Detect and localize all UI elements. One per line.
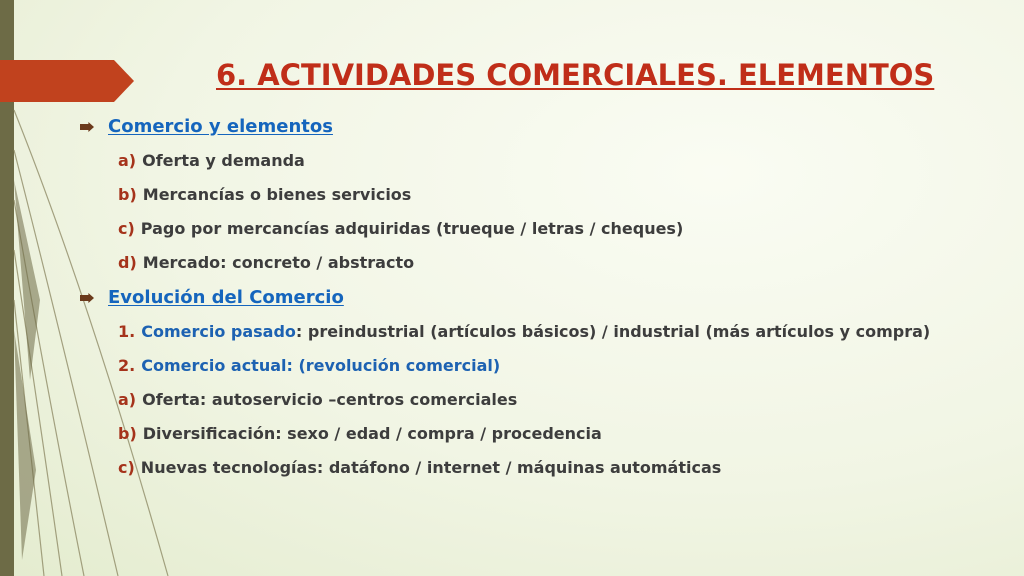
list-text: Nuevas tecnologías: datáfono / internet / máquinas automáticas	[140, 458, 722, 477]
list-text: Mercado: concreto / abstracto	[142, 253, 415, 272]
list-marker: 1.	[118, 322, 136, 341]
list-text: Pago por mercancías adquiridas (trueque / letras / cheques)	[140, 219, 684, 238]
section-heading: Comercio y elementos	[108, 116, 333, 137]
list-item	[118, 390, 517, 409]
slide-title: 6. ACTIVIDADES COMERCIALES. ELEMENTOS	[216, 58, 935, 92]
list-marker: a)	[118, 151, 137, 170]
list-marker: a)	[118, 390, 137, 409]
list-item	[118, 322, 930, 341]
list-text: Mercancías o bienes servicios	[142, 185, 412, 204]
list-text: Oferta: autoservicio –centros comerciales	[142, 390, 518, 409]
list-marker: b)	[118, 424, 137, 443]
list-marker: d)	[118, 253, 137, 272]
arrow-right-icon	[80, 293, 94, 303]
list-item	[118, 458, 721, 477]
list-item	[118, 151, 305, 170]
list-marker: b)	[118, 185, 137, 204]
list-item	[118, 356, 500, 375]
list-item	[118, 253, 414, 272]
list-separator: :	[295, 322, 303, 341]
list-item	[118, 424, 602, 443]
list-marker: c)	[118, 458, 135, 477]
list-item	[118, 219, 683, 238]
list-item	[118, 185, 411, 204]
list-marker: 2.	[118, 356, 136, 375]
arrow-right-icon	[80, 122, 94, 132]
list-label: Comercio pasado	[141, 322, 296, 341]
list-text: preindustrial (artículos básicos) / industrial (más artículos y compra)	[302, 322, 931, 341]
list-label: Comercio actual: (revolución comercial)	[141, 356, 501, 375]
list-text: Diversificación: sexo / edad / compra / procedencia	[142, 424, 602, 443]
section-heading: Evolución del Comercio	[108, 287, 344, 308]
list-marker: c)	[118, 219, 135, 238]
list-text: Oferta y demanda	[142, 151, 305, 170]
